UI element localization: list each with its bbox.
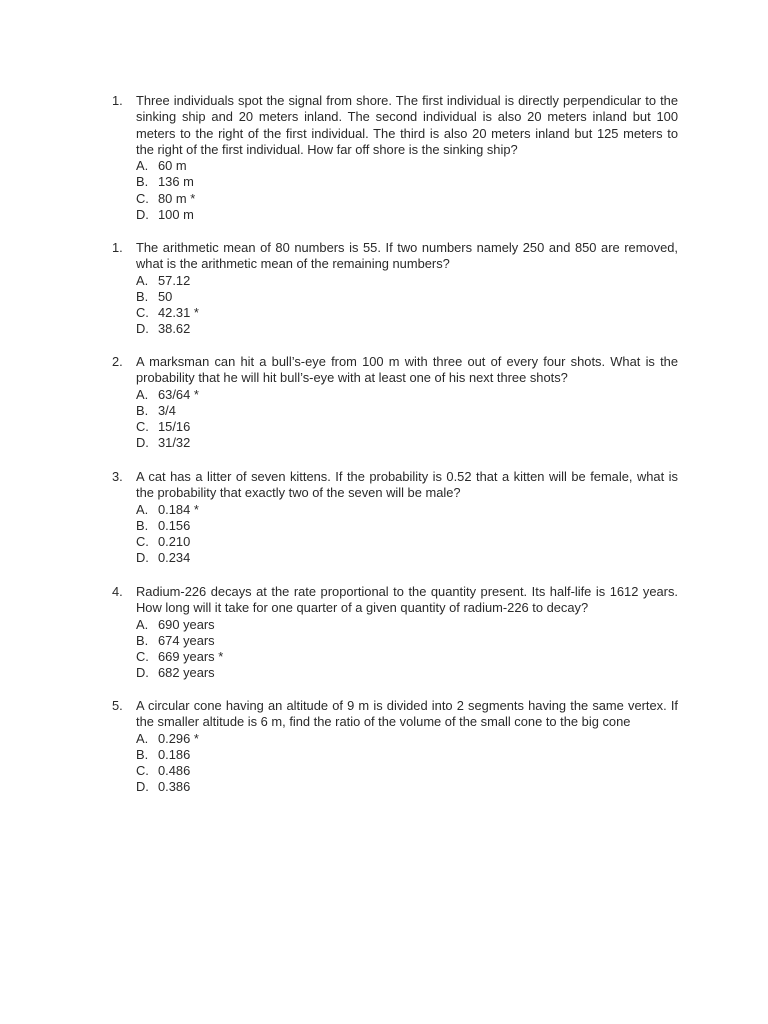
question-text: A marksman can hit a bull’s-eye from 100 m with three out of every four shots. What is the probability that he will hit bull’s-eye with at least one of his next three shots? xyxy=(136,354,678,386)
option-letter: C. xyxy=(136,305,149,321)
answer-options xyxy=(112,731,678,796)
answer-option xyxy=(112,321,678,337)
option-text: 0.386 xyxy=(158,779,191,795)
question-text: Radium-226 decays at the rate proportional to the quantity present. Its half-life is 1612 years. How long will it take for one quarter of a given quantity of radium-226 to decay? xyxy=(136,584,678,616)
question-item xyxy=(112,354,678,452)
option-text: 0.210 xyxy=(158,534,191,550)
option-letter: C. xyxy=(136,649,149,665)
question-item xyxy=(112,698,678,796)
answer-option xyxy=(112,207,678,223)
option-letter: C. xyxy=(136,190,149,206)
question-text: A circular cone having an altitude of 9 m is divided into 2 segments having the same vertex. If the smaller altitude is 6 m, find the ratio of the volume of the small cone to the big cone xyxy=(136,698,678,730)
question-text: Three individuals spot the signal from shore. The first individual is directly perpendicular to the sinking ship and 20 meters inland. The second individual is also 20 meters inland but 100 meters to the right of the first individual. The third is also 20 meters inland but 125 meters to the right of the first individual. How far off shore is the sinking ship? xyxy=(136,93,678,157)
answer-option xyxy=(112,387,678,403)
option-letter: C. xyxy=(136,763,149,779)
answer-option xyxy=(112,174,678,190)
question-header xyxy=(112,584,678,617)
answer-option xyxy=(112,731,678,747)
option-text: 57.12 xyxy=(158,272,191,288)
option-letter: B. xyxy=(136,517,149,533)
answer-option xyxy=(112,435,678,451)
option-text: 15/16 xyxy=(158,419,191,435)
question-number: 1. xyxy=(112,93,123,108)
option-text: 136 m xyxy=(158,174,194,190)
answer-options xyxy=(112,273,678,338)
option-letter: C. xyxy=(136,419,149,435)
option-letter: D. xyxy=(136,665,149,681)
option-letter: D. xyxy=(136,550,149,566)
option-letter: A. xyxy=(136,501,149,517)
option-text: 60 m xyxy=(158,158,187,174)
question-text: The arithmetic mean of 80 numbers is 55. If two numbers namely 250 and 850 are removed, what is the arithmetic mean of the remaining numbers? xyxy=(136,240,678,272)
option-letter: D. xyxy=(136,779,149,795)
option-text: 0.186 xyxy=(158,746,191,762)
option-text: 0.486 xyxy=(158,763,191,779)
option-letter: B. xyxy=(136,288,149,304)
answer-option xyxy=(112,191,678,207)
option-letter: B. xyxy=(136,632,149,648)
question-header xyxy=(112,354,678,387)
question-number: 3. xyxy=(112,469,123,484)
option-text: 690 years xyxy=(158,616,215,632)
answer-option xyxy=(112,633,678,649)
option-text: 38.62 xyxy=(158,321,191,337)
option-text: 50 xyxy=(158,288,173,304)
answer-options xyxy=(112,387,678,452)
question-header xyxy=(112,469,678,502)
answer-options xyxy=(112,502,678,567)
question-item xyxy=(112,93,678,223)
option-text: 100 m xyxy=(158,207,194,223)
option-text: 674 years xyxy=(158,632,215,648)
answer-option xyxy=(112,534,678,550)
option-letter: B. xyxy=(136,402,149,418)
option-letter: D. xyxy=(136,207,149,223)
answer-option xyxy=(112,779,678,795)
option-text: 31/32 xyxy=(158,435,191,451)
option-letter: A. xyxy=(136,158,149,174)
question-number: 5. xyxy=(112,698,123,713)
question-item xyxy=(112,584,678,682)
option-letter: A. xyxy=(136,272,149,288)
question-text: A cat has a litter of seven kittens. If the probability is 0.52 that a kitten will be female, what is the probability that exactly two of the seven will be male? xyxy=(136,469,678,501)
option-letter: D. xyxy=(136,321,149,337)
question-header xyxy=(112,240,678,273)
option-letter: B. xyxy=(136,174,149,190)
answer-option xyxy=(112,649,678,665)
question-item xyxy=(112,469,678,567)
option-text: 0.234 xyxy=(158,550,191,566)
option-letter: A. xyxy=(136,386,149,402)
question-item xyxy=(112,240,678,338)
option-text: 80 m * xyxy=(158,190,196,206)
answer-option xyxy=(112,763,678,779)
answer-options xyxy=(112,158,678,223)
option-letter: B. xyxy=(136,746,149,762)
option-text: 0.184 * xyxy=(158,501,199,517)
answer-option xyxy=(112,403,678,419)
question-number: 1. xyxy=(112,240,123,255)
option-letter: C. xyxy=(136,534,149,550)
option-letter: A. xyxy=(136,616,149,632)
question-number: 2. xyxy=(112,354,123,369)
option-letter: D. xyxy=(136,435,149,451)
option-text: 63/64 * xyxy=(158,386,199,402)
answer-option xyxy=(112,550,678,566)
question-header xyxy=(112,93,678,158)
answer-option xyxy=(112,502,678,518)
option-text: 669 years * xyxy=(158,649,224,665)
option-text: 3/4 xyxy=(158,402,176,418)
answer-options xyxy=(112,617,678,682)
option-letter: A. xyxy=(136,730,149,746)
question-header xyxy=(112,698,678,731)
option-text: 682 years xyxy=(158,665,215,681)
answer-option xyxy=(112,518,678,534)
answer-option xyxy=(112,419,678,435)
answer-option xyxy=(112,617,678,633)
option-text: 0.296 * xyxy=(158,730,199,746)
answer-option xyxy=(112,158,678,174)
answer-option xyxy=(112,289,678,305)
answer-option xyxy=(112,273,678,289)
option-text: 42.31 * xyxy=(158,305,199,321)
answer-option xyxy=(112,665,678,681)
question-number: 4. xyxy=(112,584,123,599)
option-text: 0.156 xyxy=(158,517,191,533)
answer-option xyxy=(112,305,678,321)
answer-option xyxy=(112,747,678,763)
